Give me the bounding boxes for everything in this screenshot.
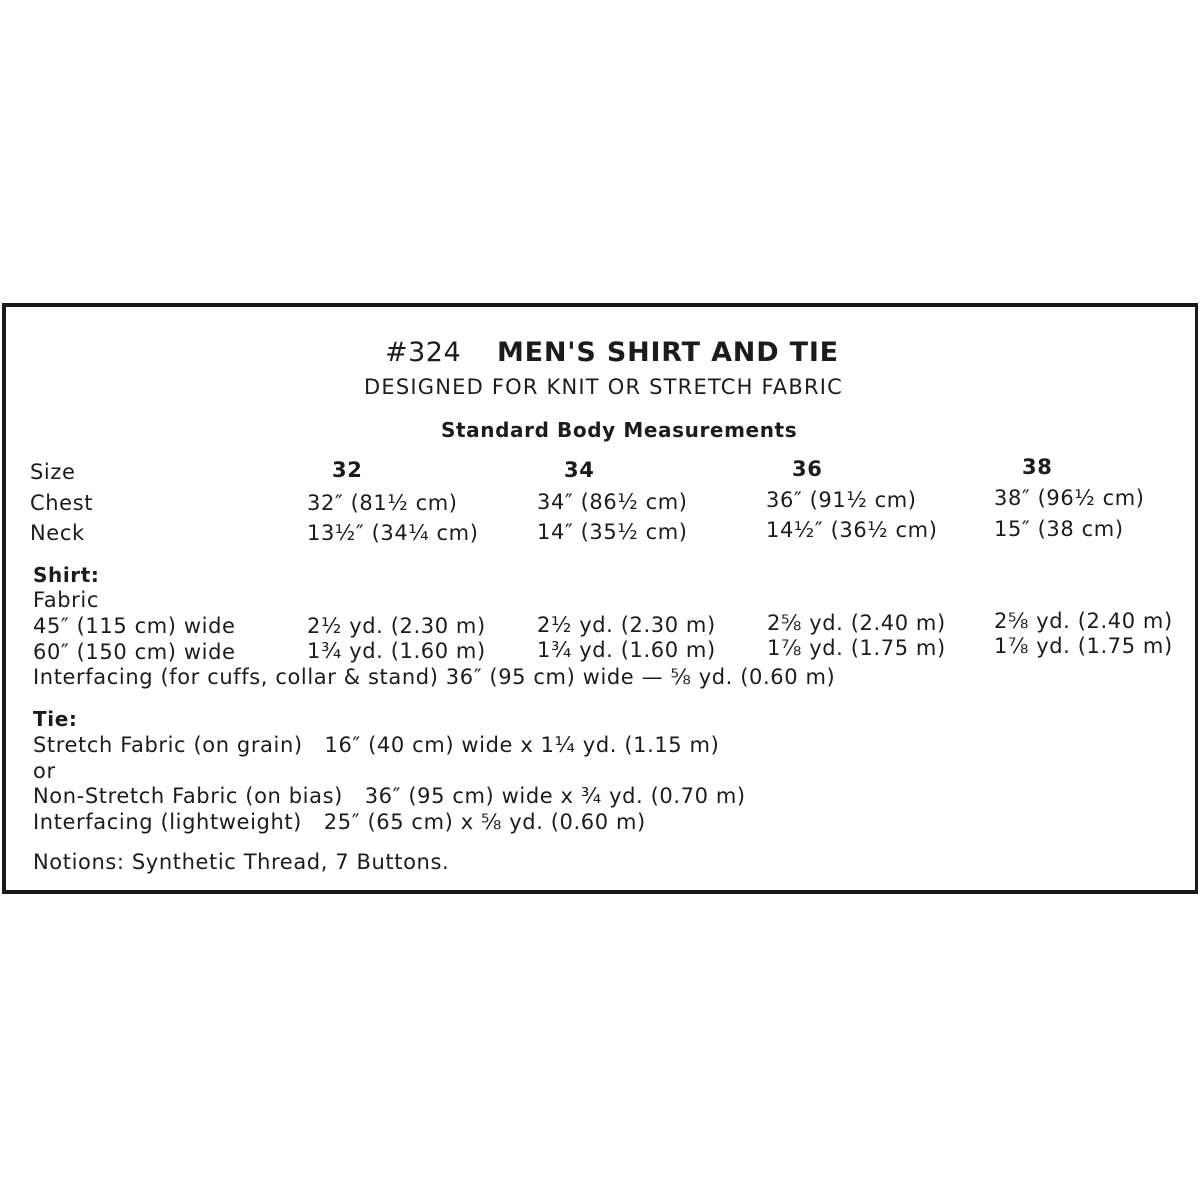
fabric-60-value: 1¾ yd. (1.60 m) — [307, 639, 486, 663]
fabric-60-value: 1⅞ yd. (1.75 m) — [767, 636, 946, 660]
neck-value: 14½″ (36½ cm) — [766, 518, 938, 542]
tie-interfacing: Interfacing (lightweight) 25″ (65 cm) x ⅝ yd. (0.60 m) — [33, 810, 646, 834]
fabric-60-value: 1¾ yd. (1.60 m) — [537, 638, 716, 662]
fabric-45-value: 2½ yd. (2.30 m) — [537, 613, 716, 637]
pattern-subtitle: DESIGNED FOR KNIT OR STRETCH FABRIC — [364, 375, 844, 399]
size-label: Size — [30, 460, 76, 484]
fabric-60-label: 60″ (150 cm) wide — [33, 640, 236, 664]
fabric-45-value: 2½ yd. (2.30 m) — [307, 614, 486, 638]
chest-value: 38″ (96½ cm) — [994, 486, 1145, 510]
chest-value: 34″ (86½ cm) — [537, 490, 688, 514]
shirt-interfacing: Interfacing (for cuffs, collar & stand) 36″ (95 cm) wide — ⅝ yd. (0.60 m) — [33, 665, 836, 689]
size-34: 34 — [564, 458, 595, 482]
chest-value: 36″ (91½ cm) — [766, 488, 917, 512]
pattern-number: #324 — [385, 337, 462, 368]
tie-nonstretch-fabric: Non-Stretch Fabric (on bias) 36″ (95 cm) wide x ¾ yd. (0.70 m) — [33, 784, 746, 808]
tie-heading: Tie: — [33, 707, 78, 731]
neck-value: 15″ (38 cm) — [994, 517, 1124, 541]
neck-label: Neck — [30, 521, 85, 545]
fabric-45-label: 45″ (115 cm) wide — [33, 614, 236, 638]
fabric-45-value: 2⅝ yd. (2.40 m) — [767, 611, 946, 635]
size-36: 36 — [792, 457, 823, 481]
fabric-60-value: 1⅞ yd. (1.75 m) — [994, 634, 1173, 658]
tie-stretch-fabric: Stretch Fabric (on grain) 16″ (40 cm) wide x 1¼ yd. (1.15 m) — [33, 733, 720, 757]
tie-or: or — [33, 759, 56, 783]
fabric-45-value: 2⅝ yd. (2.40 m) — [994, 609, 1173, 633]
fabric-label: Fabric — [33, 588, 99, 612]
size-38: 38 — [1022, 455, 1053, 479]
section-heading: Standard Body Measurements — [441, 418, 798, 442]
neck-value: 13½″ (34¼ cm) — [307, 521, 479, 545]
pattern-title: MEN'S SHIRT AND TIE — [497, 337, 839, 368]
notions: Notions: Synthetic Thread, 7 Buttons. — [33, 850, 450, 874]
shirt-heading: Shirt: — [33, 563, 100, 587]
neck-value: 14″ (35½ cm) — [537, 520, 688, 544]
chest-label: Chest — [30, 491, 94, 515]
size-32: 32 — [332, 458, 363, 482]
chest-value: 32″ (81½ cm) — [307, 491, 458, 515]
